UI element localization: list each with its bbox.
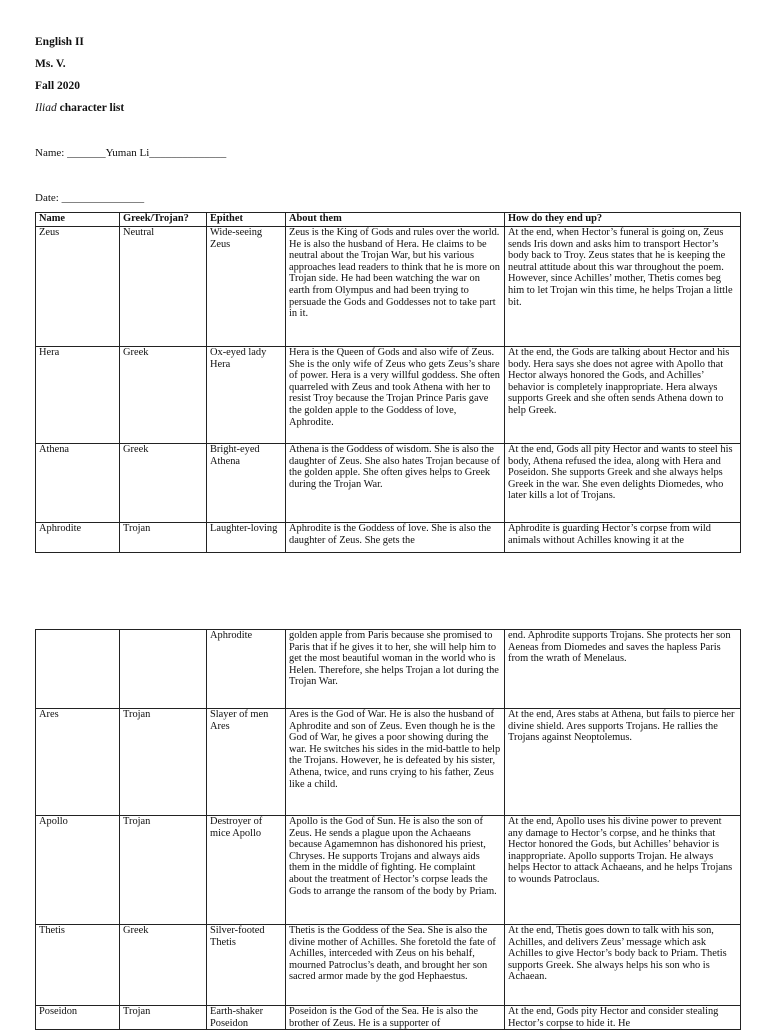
cell-name: Athena [36,444,120,523]
cell-name: Aphrodite [36,523,120,553]
cell-end: At the end, the Gods are talking about Hector and his body. Hera says she does not agree with Apollo that Hector always honored the Gods, and Achilles’ behavior is completely inappropriate. Hera always supports Greek and she often sends Athena down to help Greek. [505,347,741,444]
cell-about: Athena is the Goddess of wisdom. She is also the daughter of Zeus. She also hates Trojan because of the golden apple. She often gives helps to Greek during the Trojan War. [286,444,505,523]
cell-epithet: Ox-eyed lady Hera [207,347,286,444]
cell-epithet: Slayer of men Ares [207,709,286,816]
term-label: Fall 2020 [35,80,81,92]
cell-end: At the end, Gods all pity Hector and wants to steel his body, Athena refused the idea, along with Hera and Poseidon. She supports Greek and she always helps Greek in the war. She even delights Diomedes, who later kills a lot of Trojans. [505,444,741,523]
cell-side [120,630,207,709]
table-row [36,630,741,709]
cell-about: Ares is the God of War. He is also the husband of Aphrodite and son of Zeus. Even though he is the God of War, he gives a poor showing during the war. He switches his sides in the mid-battle to help the Trojans. However, he is defeated by his sister, Athena, twice, and runs crying to his father, Zeus like a child. [286,709,505,816]
cell-side: Greek [120,925,207,1006]
col-header-about: About them [286,213,505,227]
table-row [36,227,741,347]
cell-side: Trojan [120,1006,207,1030]
cell-about: golden apple from Paris because she promised to Paris that if he gives it to her, she will help him to get the most beautiful woman in the world who is Helen. Therefore, she helps Trojan a lot during the Trojan War. [286,630,505,709]
cell-about: Zeus is the King of Gods and rules over the world. He is also the husband of Hera. He claims to be neutral about the Trojan War, but his various approaches lead readers to think that he is more on Trojan side. He had been watching the war on earth from Olympus and had been trying to persuade the Gods and Goddesses not to take part in it. [286,227,505,347]
character-table-page1 [35,212,741,553]
cell-end: At the end, when Hector’s funeral is going on, Zeus sends Iris down and asks him to transport Hector’s body back to Troy. Zeus states that he is keeping the neutral attitude about this war throughout the poem. However, since Achilles’ mother, Thetis comes beg him to let Trojan win this time, he helps Trojan a little bit. [505,227,741,347]
name-line: Name: _______Yuman Li______________ [35,147,227,159]
cell-about: Poseidon is the God of the Sea. He is also the brother of Zeus. He is a supporter of [286,1006,505,1030]
col-header-end: How do they end up? [505,213,741,227]
table-header-row [36,213,741,227]
cell-name: Zeus [36,227,120,347]
cell-end: At the end, Apollo uses his divine power to prevent any damage to Hector’s corpse, and he thinks that Hector honored the Gods, but Achilles’ behavior is inappropriate. Apollo supports Trojan. He always helps Hector to attack Achaeans, and he helps Trojans to wounds Patroclaus. [505,816,741,925]
cell-name: Ares [36,709,120,816]
cell-side: Trojan [120,816,207,925]
cell-about: Aphrodite is the Goddess of love. She is also the daughter of Zeus. She gets the [286,523,505,553]
cell-end: Aphrodite is guarding Hector’s corpse from wild animals without Achilles knowing it at the [505,523,741,553]
cell-name: Thetis [36,925,120,1006]
character-table-page2 [35,629,741,1030]
cell-name: Apollo [36,816,120,925]
cell-name: Hera [36,347,120,444]
table-row [36,1006,741,1030]
col-header-name: Name [36,213,120,227]
assignment-title-rest: character list [56,102,125,114]
table-row [36,444,741,523]
cell-name: Poseidon [36,1006,120,1030]
cell-epithet: Wide-seeing Zeus [207,227,286,347]
cell-side: Trojan [120,523,207,553]
cell-name [36,630,120,709]
table-row [36,347,741,444]
cell-side: Greek [120,347,207,444]
date-line: Date: _______________ [35,192,145,204]
course-label: English II [35,36,84,48]
cell-about: Apollo is the God of Sun. He is also the son of Zeus. He sends a plague upon the Achaeans because Agamemnon has dishonored his priest, Chryses. He supports Trojans and always aids them in the middle of fighting. He complaint about the treatment of Hector’s corpse leads the Gods to arrange the ransom of the body by Priam. [286,816,505,925]
cell-end: At the end, Gods pity Hector and consider stealing Hector’s corpse to hide it. He [505,1006,741,1030]
teacher-label: Ms. V. [35,58,66,70]
cell-epithet: Earth-shaker Poseidon [207,1006,286,1030]
cell-end: At the end, Ares stabs at Athena, but fails to pierce her divine shield. Ares supports Trojans. He rallies the Trojans against Neoptolemus. [505,709,741,816]
cell-epithet: Bright-eyed Athena [207,444,286,523]
cell-epithet: Aphrodite [207,630,286,709]
assignment-title-italic: Iliad [35,102,57,114]
assignment-title [35,102,124,114]
table-row [36,709,741,816]
cell-side: Neutral [120,227,207,347]
cell-epithet: Silver-footed Thetis [207,925,286,1006]
cell-end: At the end, Thetis goes down to talk with his son, Achilles, and delivers Zeus’ message which ask Achilles to give Hector’s body back to Priam. Thetis supports Greek. She always helps his son who is Achaean. [505,925,741,1006]
table-row [36,523,741,553]
cell-about: Hera is the Queen of Gods and also wife of Zeus. She is the only wife of Zeus who gets Zeus’s share of power. Hera is a very willful goddess. She often quarreled with Zeus and took Athena with her to resist Troy because the Trojan Prince Paris gave the golden apple to the Goddess of love, Aphrodite. [286,347,505,444]
table-row [36,925,741,1006]
cell-about: Thetis is the Goddess of the Sea. She is also the divine mother of Achilles. She foretold the fate of Achilles, interceded with Zeus on his behalf, mourned Patroclus’s death, and brought her son sacred armor made by the god Hephaestus. [286,925,505,1006]
cell-epithet: Laughter-loving [207,523,286,553]
cell-side: Trojan [120,709,207,816]
col-header-side: Greek/Trojan? [120,213,207,227]
cell-end: end. Aphrodite supports Trojans. She protects her son Aeneas from Diomedes and saves the hapless Paris from the wrath of Menelaus. [505,630,741,709]
cell-side: Greek [120,444,207,523]
cell-epithet: Destroyer of mice Apollo [207,816,286,925]
table-row [36,816,741,925]
col-header-epithet: Epithet [207,213,286,227]
